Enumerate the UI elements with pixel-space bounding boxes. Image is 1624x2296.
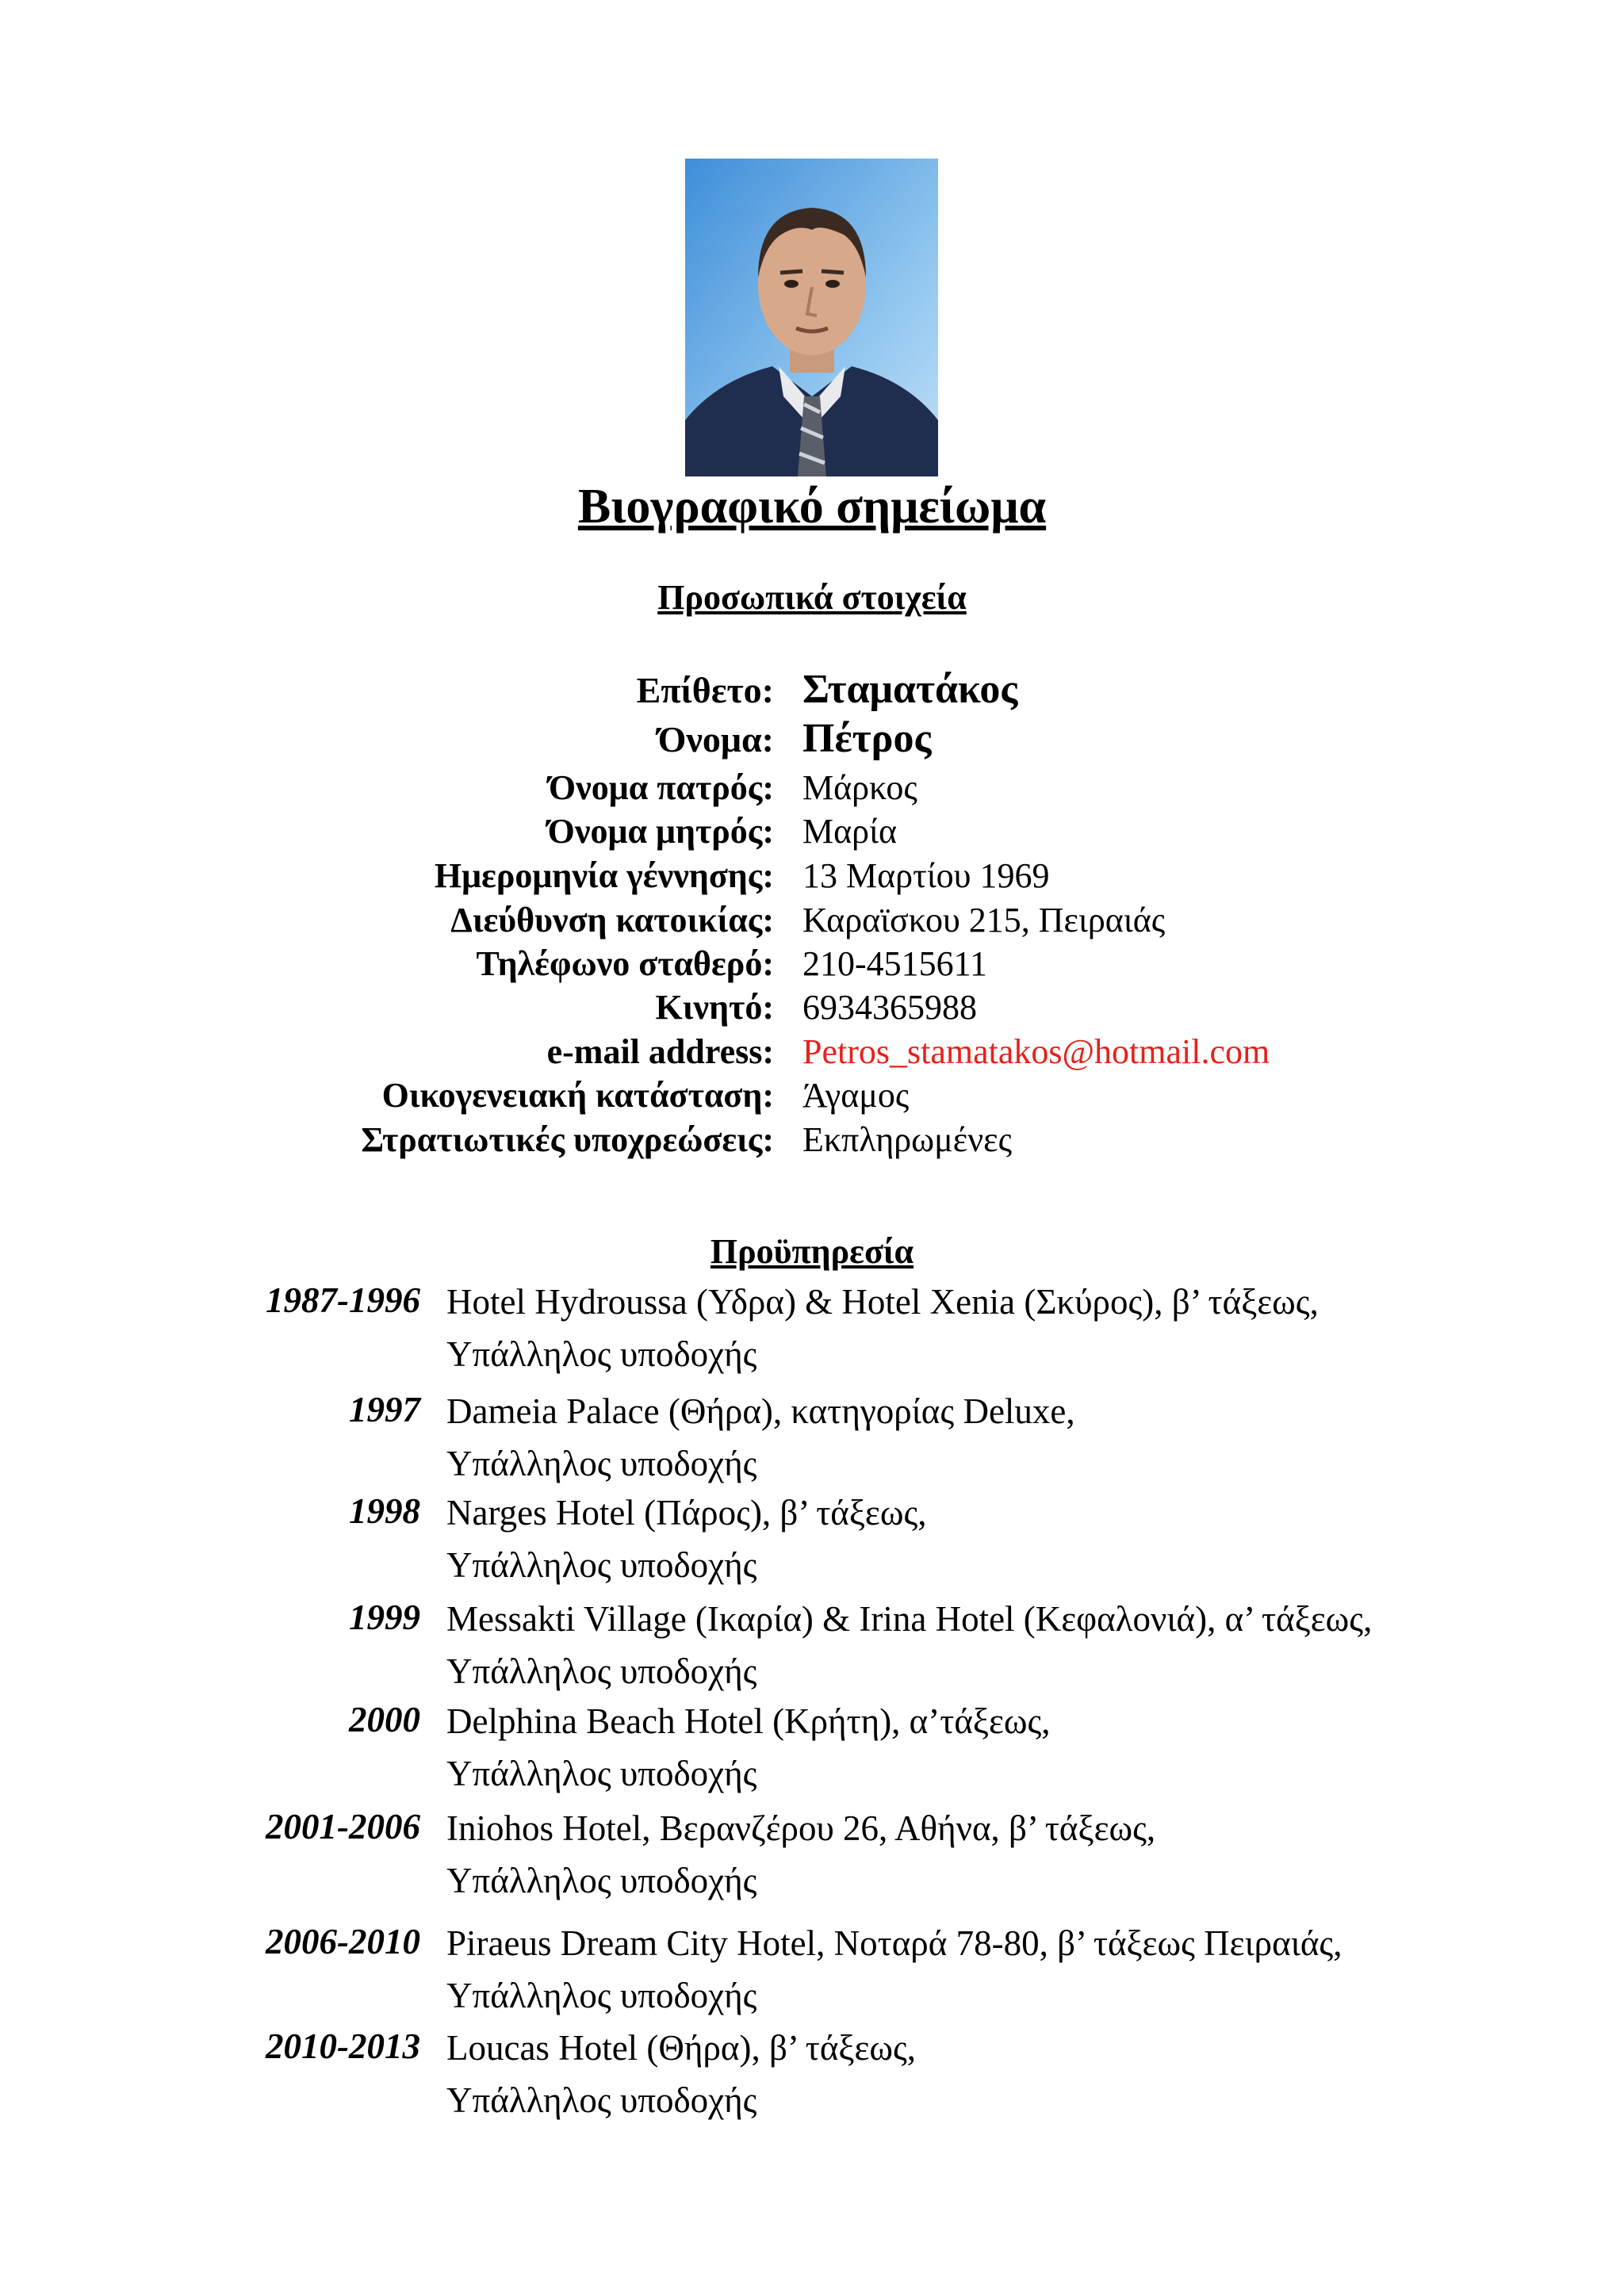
experience-year: 2006-2010 <box>266 1922 420 1961</box>
pi-label-email: e-mail address: <box>546 1032 774 1071</box>
pi-value-mobile: 6934365988 <box>802 988 977 1027</box>
experience-entry <box>446 1802 1155 1907</box>
experience-entry <box>446 1276 1319 1380</box>
pi-label-father: Όνομα πατρός: <box>548 768 774 807</box>
pi-value-name: Πέτρος <box>802 716 932 761</box>
experience-entry <box>446 1917 1342 2022</box>
pi-label-address: Διεύθυνση κατοικίας: <box>450 901 774 939</box>
experience-entry <box>446 1593 1372 1697</box>
pi-label-phone: Τηλέφωνο σταθερό: <box>476 944 774 983</box>
experience-line: Υπάλληλος υποδοχής <box>446 1334 757 1374</box>
document-title: Βιογραφικό σημείωμα <box>577 480 1047 534</box>
pi-value-mother: Μαρία <box>802 812 898 851</box>
pi-value-address: Καραϊσκου 215, Πειραιάς <box>802 901 1166 939</box>
experience-entry <box>446 2022 916 2126</box>
experience-line: Messakti Village (Ικαρία) & Irina Hotel (Κεφαλονιά), α’ τάξεως, <box>446 1599 1373 1639</box>
experience-line: Loucas Hotel (Θήρα), β’ τάξεως, <box>446 2028 917 2068</box>
experience-line: Narges Hotel (Πάρος), β’ τάξεως, <box>446 1493 927 1533</box>
experience-line: Υπάλληλος υποδοχής <box>446 1976 757 2015</box>
profile-photo <box>685 159 938 476</box>
pi-value-marital: Άγαμος <box>802 1076 910 1115</box>
experience-entry <box>446 1487 927 1591</box>
pi-value-surname: Σταματάκος <box>802 667 1018 712</box>
experience-entry <box>446 1385 1075 1490</box>
experience-line: Hotel Hydroussa (Υδρα) & Hotel Xenia (Σκύρος), β’ τάξεως, <box>446 1282 1319 1322</box>
pi-label-marital: Οικογενειακή κατάσταση: <box>381 1076 774 1115</box>
experience-line: Delphina Beach Hotel (Κρήτη), α’τάξεως, <box>446 1701 1051 1741</box>
experience-year: 2000 <box>349 1700 420 1739</box>
pi-label-surname: Επίθετο: <box>636 670 774 710</box>
pi-label-name: Όνομα: <box>657 719 774 760</box>
experience-line: Υπάλληλος υποδοχής <box>446 1861 757 1900</box>
experience-heading: Προϋπηρεσία <box>710 1232 914 1271</box>
experience-line: Iniohos Hotel, Βερανζέρου 26, Αθήνα, β’ τάξεως, <box>446 1808 1156 1848</box>
pi-value-phone: 210-4515611 <box>802 944 988 983</box>
pi-label-military: Στρατιωτικές υποχρεώσεις: <box>361 1120 774 1159</box>
experience-year: 1987-1996 <box>266 1280 420 1320</box>
experience-year: 2010-2013 <box>266 2026 420 2066</box>
pi-value-military: Εκπληρωμένες <box>802 1120 1012 1159</box>
experience-year: 2001-2006 <box>266 1807 420 1846</box>
experience-line: Υπάλληλος υποδοχής <box>446 1444 757 1483</box>
pi-value-father: Μάρκος <box>802 768 917 807</box>
pi-value-birthdate: 13 Μαρτίου 1969 <box>802 856 1050 895</box>
experience-line: Υπάλληλος υποδοχής <box>446 1651 757 1691</box>
experience-line: Υπάλληλος υποδοχής <box>446 2080 757 2120</box>
experience-line: Υπάλληλος υποδοχής <box>446 1754 757 1793</box>
pi-label-birthdate: Ημερομηνία γέννησης: <box>434 856 774 895</box>
experience-year: 1999 <box>349 1598 420 1637</box>
experience-entry <box>446 1695 1051 1800</box>
pi-value-email[interactable]: Petros_stamatakos@hotmail.com <box>802 1032 1270 1071</box>
experience-line: Υπάλληλος υποδοχής <box>446 1545 757 1585</box>
experience-line: Dameia Palace (Θήρα), κατηγορίας Deluxe, <box>446 1391 1075 1431</box>
personal-heading: Προσωπικά στοιχεία <box>657 578 967 617</box>
experience-year: 1997 <box>349 1390 420 1429</box>
experience-year: 1998 <box>349 1491 420 1531</box>
experience-line: Piraeus Dream City Hotel, Νοταρά 78-80, β’ τάξεως Πειραιάς, <box>446 1923 1342 1963</box>
pi-label-mother: Όνομα μητρός: <box>547 812 774 851</box>
pi-label-mobile: Κινητό: <box>655 988 774 1027</box>
